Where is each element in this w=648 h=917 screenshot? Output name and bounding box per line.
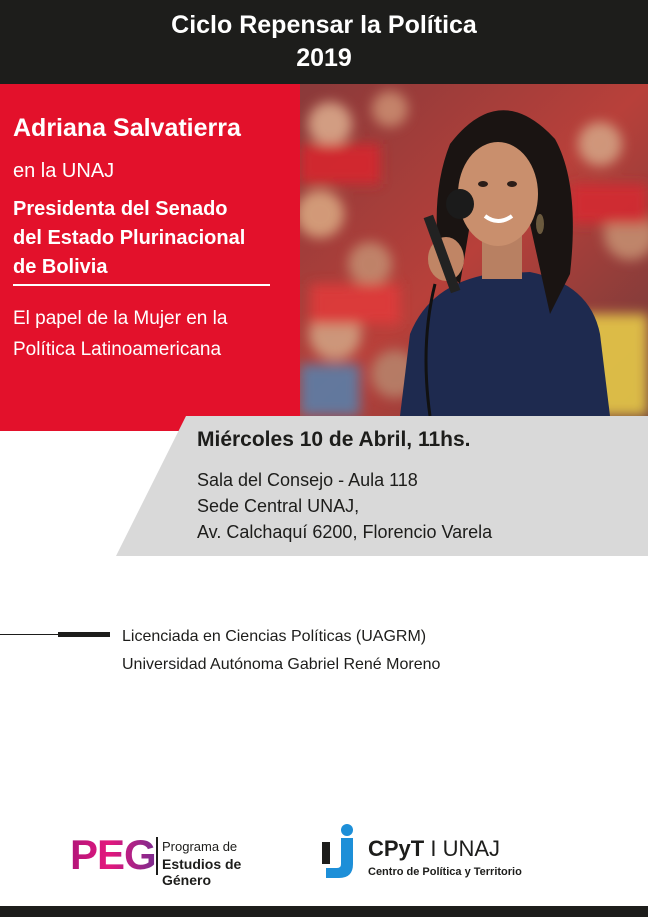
peg-text-line: Estudios de Género (162, 856, 242, 888)
venue-line: Sede Central UNAJ, (197, 496, 360, 516)
speaker-bio (122, 623, 440, 679)
speaker-name: Adriana Salvatierra (13, 114, 241, 142)
cpyt-title-rest: I UNAJ (424, 836, 501, 861)
speaker-role-line: Presidenta del Senado (13, 198, 228, 220)
speaker-location: en la UNAJ (13, 160, 115, 182)
venue-line: Sala del Consejo - Aula 118 (197, 470, 418, 490)
cpyt-subtitle: Centro de Política y Territorio (368, 866, 522, 878)
talk-topic-line: El papel de la Mujer en la (13, 308, 228, 329)
speaker-role (13, 195, 298, 282)
event-venue (197, 467, 492, 545)
peg-mark: PEG (70, 831, 156, 878)
bio-line: Universidad Autónoma Gabriel René Moreno (122, 656, 441, 673)
peg-divider (156, 837, 158, 875)
cpyt-icon (322, 824, 362, 880)
cpyt-title (368, 836, 500, 862)
speaker-role-line: de Bolivia (13, 256, 108, 278)
talk-topic (13, 303, 298, 365)
speaker-role-line: del Estado Plurinacional (13, 227, 246, 249)
venue-line: Av. Calchaquí 6200, Florencio Varela (197, 522, 493, 542)
cpyt-title-bold: CPyT (368, 836, 425, 861)
peg-text-line: Programa de (162, 839, 238, 854)
speaker-panel (0, 84, 300, 431)
talk-topic-line: Política Latinoamericana (13, 339, 222, 360)
bio-line: Licenciada en Ciencias Políticas (UAGRM) (122, 628, 427, 645)
cycle-year: 2019 (296, 44, 352, 72)
bio-rule-accent (58, 632, 110, 637)
speaker-photo (300, 84, 648, 416)
event-date-time: Miércoles 10 de Abril, 11hs. (197, 428, 471, 451)
header-bar (0, 0, 648, 84)
cycle-title: Ciclo Repensar la Política (171, 11, 477, 39)
cpyt-logo (322, 820, 572, 886)
divider (13, 284, 270, 286)
peg-logo (70, 831, 290, 888)
footer-bar (0, 906, 648, 917)
